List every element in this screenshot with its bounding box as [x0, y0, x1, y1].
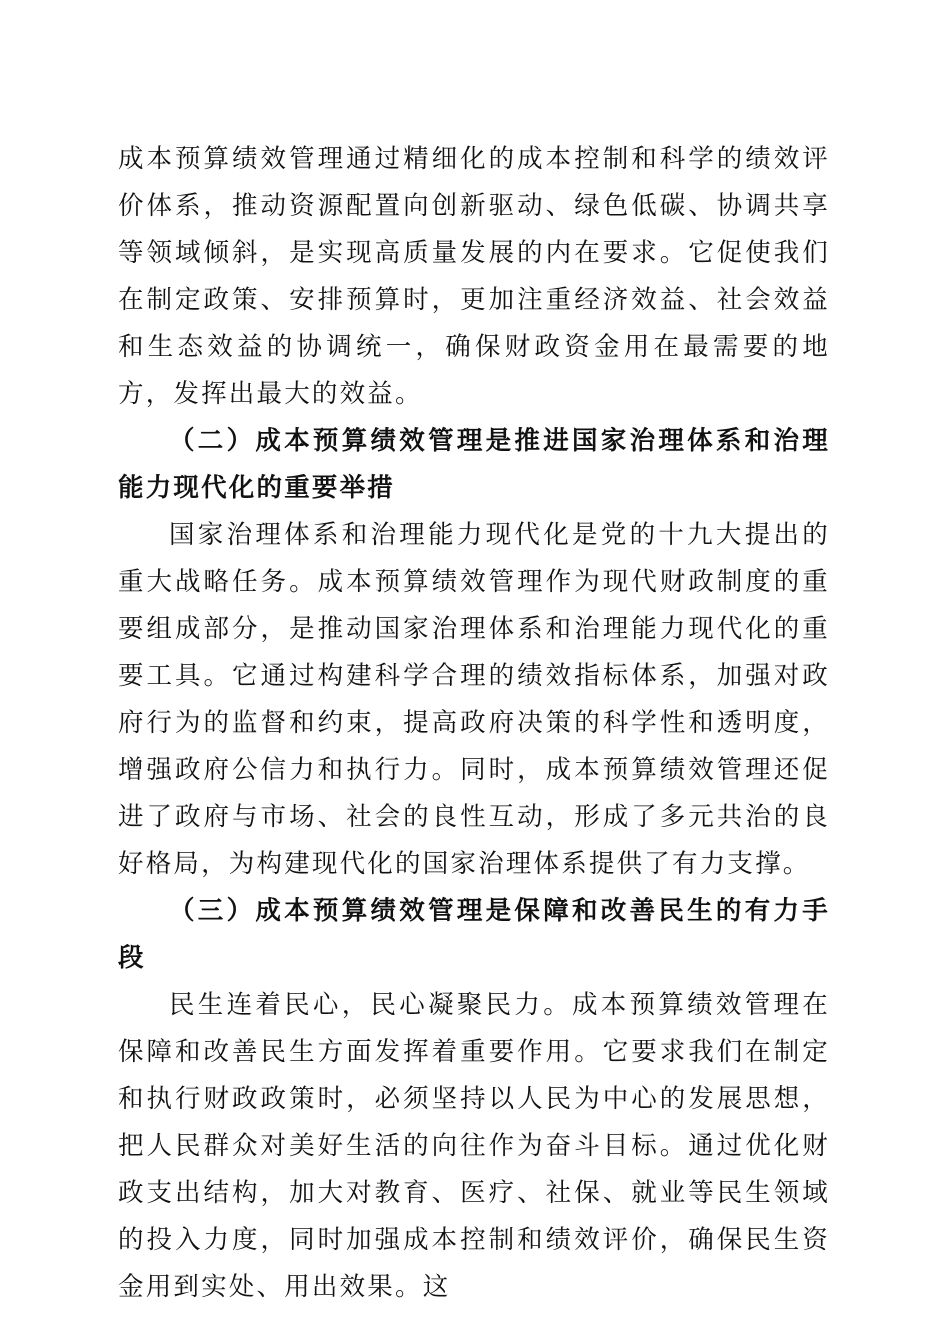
section-heading-3: （三）成本预算绩效管理是保障和改善民生的有力手段 [118, 896, 830, 973]
paragraph-governance: 国家治理体系和治理能力现代化是党的十九大提出的重大战略任务。成本预算绩效管理作为现代财政制度的重要组成部分，是推动国家治理体系和治理能力现代化的重要工具。它通过构建科学合理的绩效指标体系，加强对政府行为的监督和约束，提高政府决策的科学性和透明度，增强政府公信力和执行力。同时，成本预算绩效管理还促进了政府与市场、社会的良性互动，形成了多元共治的良好格局，为构建现代化的国家治理体系提供了有力支撑。 [118, 520, 830, 879]
paragraph-continuation: 成本预算绩效管理通过精细化的成本控制和科学的绩效评价体系，推动资源配置向创新驱动、绿色低碳、协调共享等领域倾斜，是实现高质量发展的内在要求。它促使我们在制定政策、安排预算时，更加注重经济效益、社会效益和生态效益的协调统一，确保财政资金用在最需要的地方，发挥出最大的效益。 [118, 144, 830, 409]
paragraph-livelihood: 民生连着民心，民心凝聚民力。成本预算绩效管理在保障和改善民生方面发挥着重要作用。它要求我们在制定和执行财政政策时，必须坚持以人民为中心的发展思想，把人民群众对美好生活的向往作为奋斗目标。通过优化财政支出结构，加大对教育、医疗、社保、就业等民生领域的投入力度，同时加强成本控制和绩效评价，确保民生资金用到实处、用出效果。这 [118, 990, 830, 1302]
document-page [118, 136, 830, 1311]
section-heading-2: （二）成本预算绩效管理是推进国家治理体系和治理能力现代化的重要举措 [118, 426, 830, 503]
